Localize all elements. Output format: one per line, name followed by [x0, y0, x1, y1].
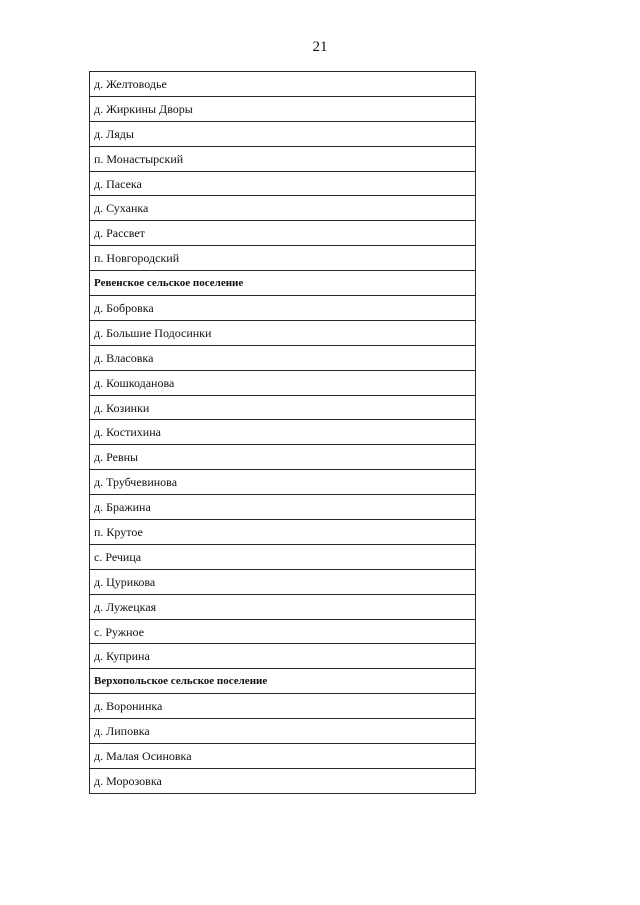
table-row — [90, 619, 476, 644]
settlement-cell: д. Желтоводье — [90, 72, 476, 97]
settlement-cell: с. Речица — [90, 544, 476, 569]
table-row — [90, 520, 476, 545]
table-row — [90, 569, 476, 594]
table-row — [90, 121, 476, 146]
section-header-row — [90, 271, 476, 296]
settlement-cell: п. Крутое — [90, 520, 476, 545]
table-row — [90, 296, 476, 321]
settlement-cell: д. Большие Подосинки — [90, 320, 476, 345]
settlement-cell: д. Куприна — [90, 644, 476, 669]
table-row — [90, 196, 476, 221]
table-row — [90, 768, 476, 793]
table-row — [90, 345, 476, 370]
table-row — [90, 171, 476, 196]
settlement-cell: д. Лужецкая — [90, 594, 476, 619]
settlement-cell: д. Ревны — [90, 445, 476, 470]
table-row — [90, 395, 476, 420]
settlement-cell: д. Трубчевинова — [90, 470, 476, 495]
table-row — [90, 644, 476, 669]
settlement-cell: д. Пасека — [90, 171, 476, 196]
settlement-cell: д. Липовка — [90, 719, 476, 744]
settlement-cell: д. Ляды — [90, 121, 476, 146]
settlement-cell: д. Жиркины Дворы — [90, 96, 476, 121]
settlement-cell: д. Кошкоданова — [90, 370, 476, 395]
section-header-row — [90, 669, 476, 694]
table-row — [90, 470, 476, 495]
settlement-cell: д. Бражина — [90, 495, 476, 520]
table-row — [90, 96, 476, 121]
table-row — [90, 445, 476, 470]
table-row — [90, 719, 476, 744]
table-row — [90, 221, 476, 246]
table-row — [90, 72, 476, 97]
table-row — [90, 420, 476, 445]
table-row — [90, 694, 476, 719]
settlement-cell: п. Монастырский — [90, 146, 476, 171]
settlement-cell: п. Новгородский — [90, 246, 476, 271]
table-row — [90, 320, 476, 345]
table-row — [90, 594, 476, 619]
settlement-cell: д. Морозовка — [90, 768, 476, 793]
settlement-cell: д. Костихина — [90, 420, 476, 445]
settlement-cell: д. Суханка — [90, 196, 476, 221]
settlements-table-body — [90, 72, 476, 794]
settlement-cell: д. Малая Осиновка — [90, 744, 476, 769]
settlement-cell: д. Воронинка — [90, 694, 476, 719]
section-header-cell: Ревенское сельское поселение — [90, 271, 476, 296]
settlement-cell: д. Власовка — [90, 345, 476, 370]
settlement-cell: с. Ружное — [90, 619, 476, 644]
table-row — [90, 544, 476, 569]
table-row — [90, 495, 476, 520]
table-row — [90, 146, 476, 171]
table-row — [90, 246, 476, 271]
settlement-cell: д. Цурикова — [90, 569, 476, 594]
settlements-table — [89, 71, 476, 794]
table-row — [90, 370, 476, 395]
settlement-cell: д. Рассвет — [90, 221, 476, 246]
section-header-cell: Верхопольское сельское поселение — [90, 669, 476, 694]
table-row — [90, 744, 476, 769]
settlement-cell: д. Бобровка — [90, 296, 476, 321]
page-number: 21 — [312, 39, 328, 55]
settlement-cell: д. Козинки — [90, 395, 476, 420]
